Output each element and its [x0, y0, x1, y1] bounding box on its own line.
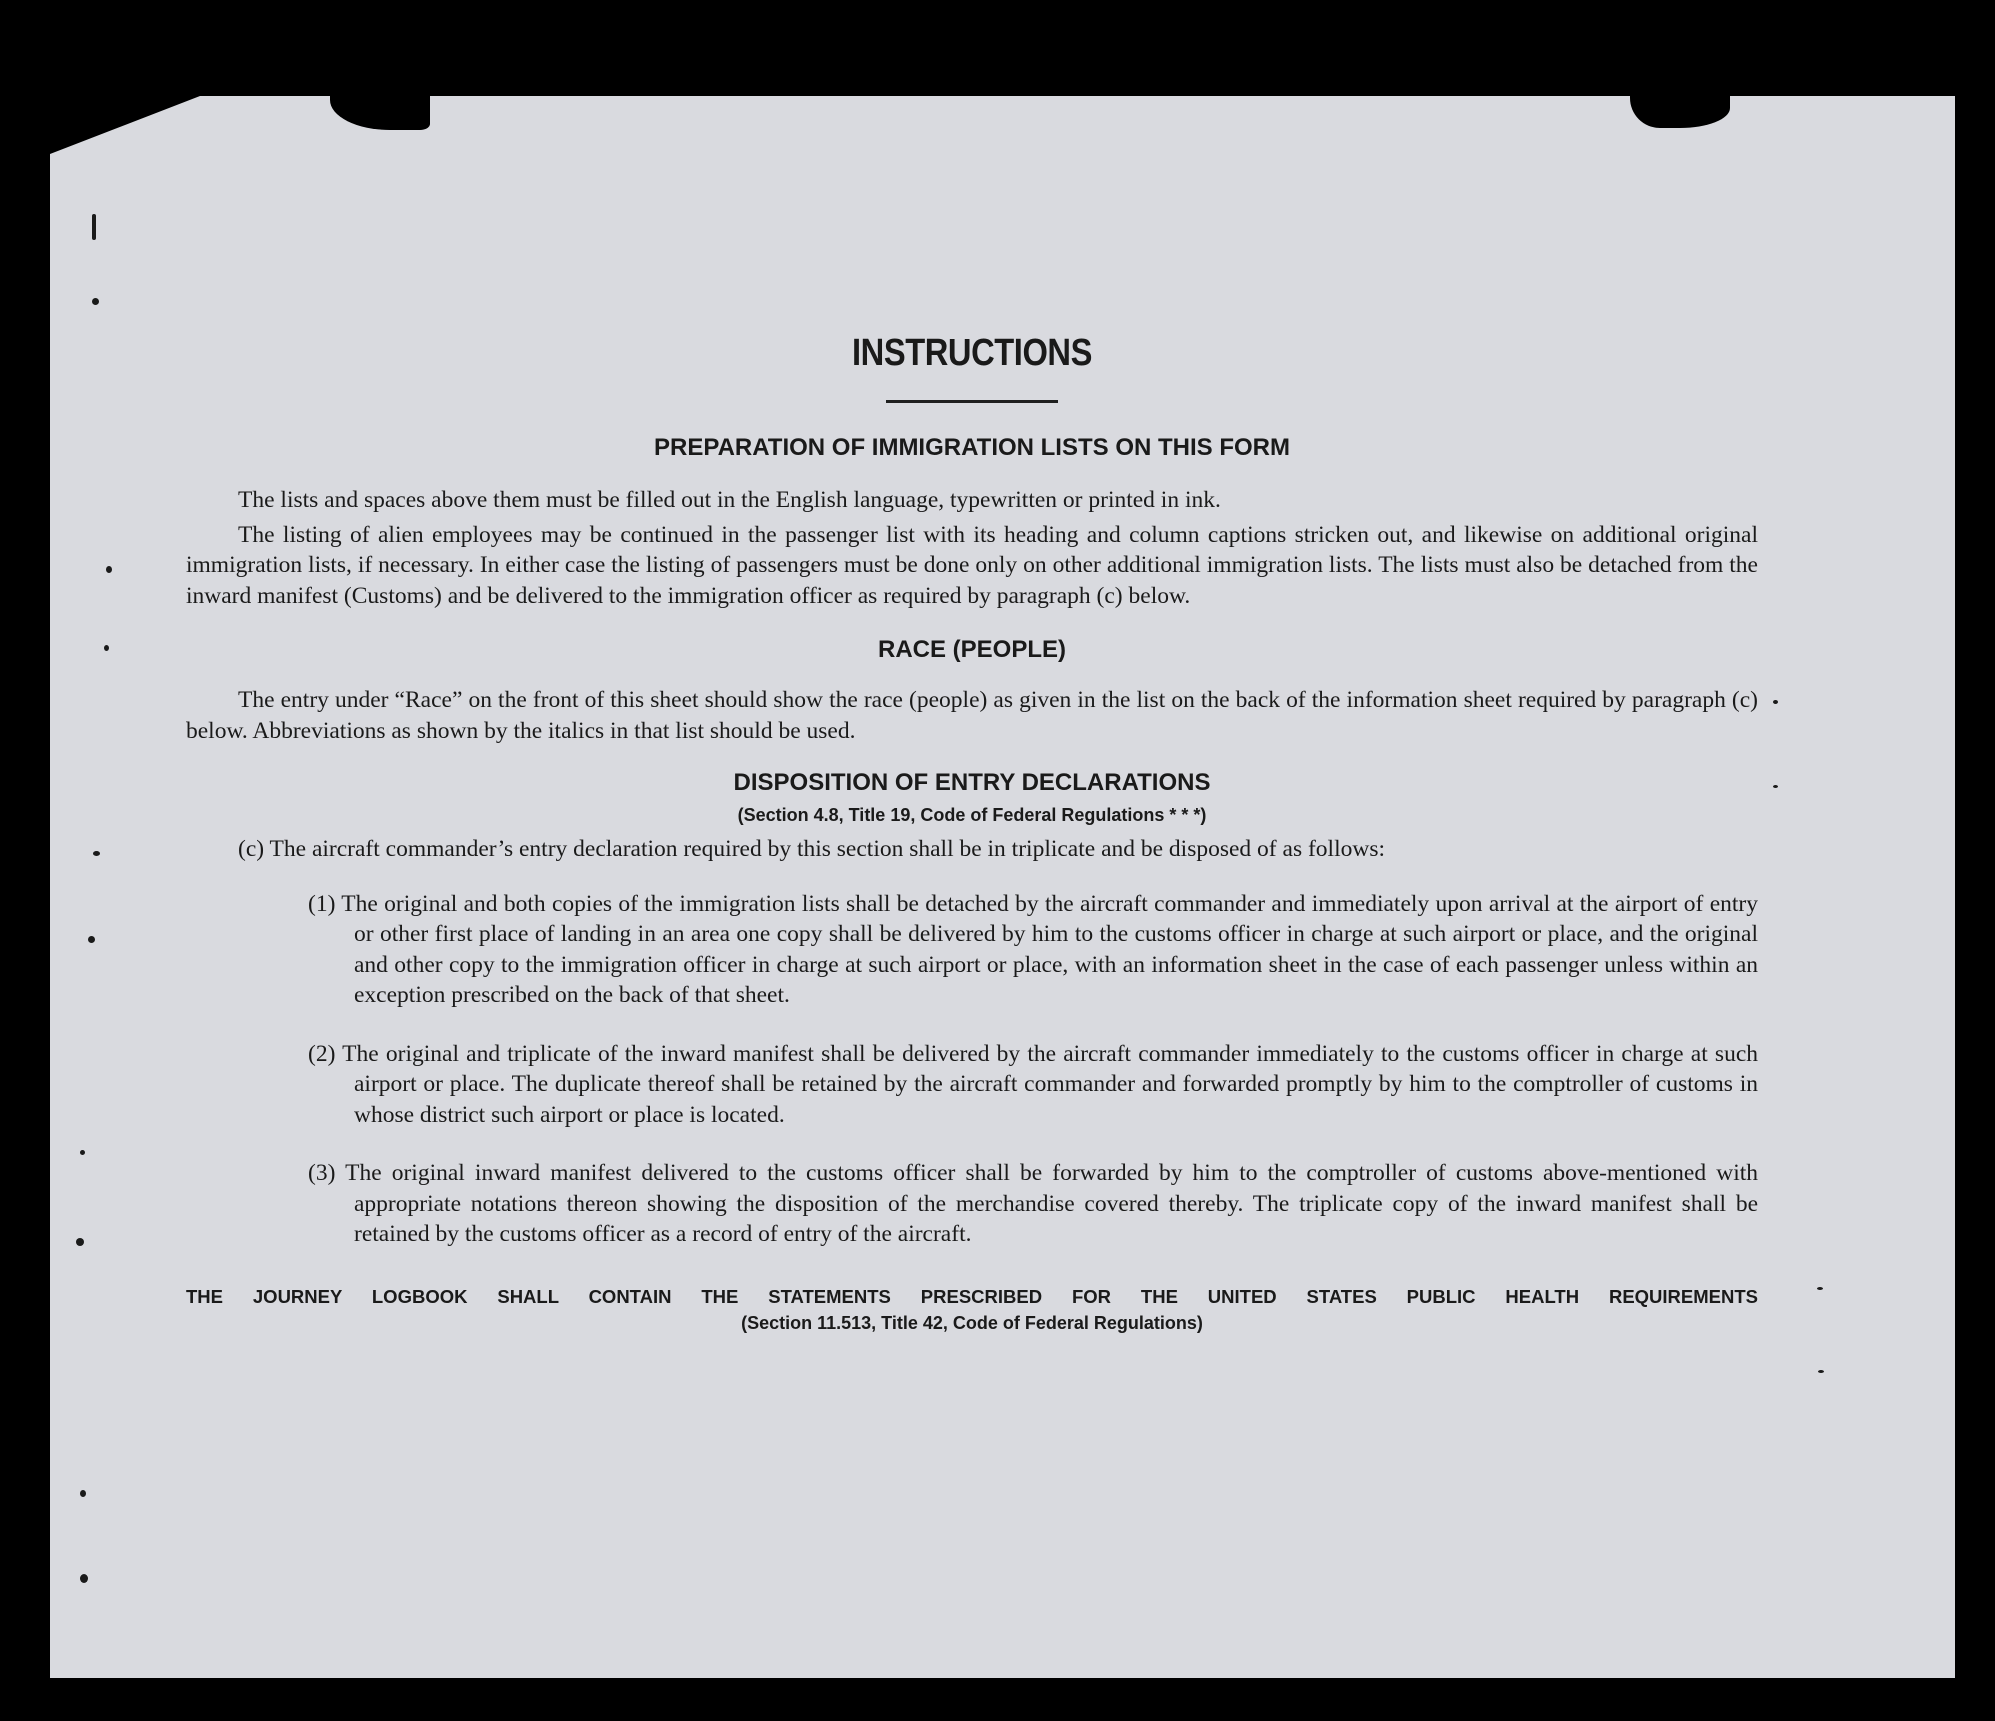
disposition-item-3: (3) The original inward manifest delivered to the customs officer shall be forwarded by him to the comptroller of customs above-mentioned with appropriate notations thereon showing the disposition of the merchandise covered thereby. The triplicate copy of the inward manifest shall be retained by the customs officer as a record of entry of the aircraft. [308, 1160, 1758, 1247]
disposition-citation: (Section 4.8, Title 19, Code of Federal Regulations * * *) [737, 805, 1207, 825]
margin-speck [76, 1238, 84, 1246]
margin-speck [80, 1490, 86, 1497]
margin-speck [92, 298, 99, 305]
margin-speck [93, 851, 100, 856]
heading-preparation: PREPARATION OF IMMIGRATION LISTS ON THIS FORM [654, 434, 1290, 461]
footer-statement: THE JOURNEY LOGBOOK SHALL CONTAIN THE STATEMENTS PRESCRIBED FOR THE UNITED STATES PUBLIC HEALTH REQUIREMENTS [186, 1285, 1758, 1307]
disposition-intro: (c) The aircraft commander’s entry declaration required by this section shall be in triplicate and be disposed of as follows: [238, 836, 1385, 862]
race-paragraph: The entry under “Race” on the front of this sheet should show the race (people) as given in the list on the back of the information sheet required by paragraph (c) below. Abbreviations as shown by the italics in that list should be used. [186, 687, 1758, 744]
margin-speck [104, 645, 109, 651]
instructions-content [186, 320, 1758, 1336]
margin-speck [1773, 700, 1778, 704]
disposition-item-2: (2) The original and triplicate of the inward manifest shall be delivered by the aircraft commander immediately to the customs officer in charge at such airport or place. The duplicate thereof shall be retained by the aircraft commander and forwarded promptly by him to the comptroller of customs in whose district such airport or place is located. [308, 1040, 1758, 1128]
margin-speck [106, 566, 112, 573]
preparation-paragraph-2: The listing of alien employees may be continued in the passenger list with its heading and column captions stricken out, and likewise on additional original immigration lists, if necessary. In either case the listing of passengers must be done only on other additional immigration lists. The lists must also be detached from the inward manifest (Customs) and be delivered to the immigration officer as required by paragraph (c) below. [186, 521, 1758, 609]
margin-speck [80, 1574, 88, 1583]
margin-speck [92, 214, 96, 240]
margin-speck [1817, 1287, 1823, 1290]
margin-speck [1818, 1370, 1824, 1373]
disposition-item-1: (1) The original and both copies of the immigration lists shall be detached by the aircraft commander and immediately upon arrival at the airport of entry or other first place of landing in an area one copy shall be delivered by him to the customs officer in charge at such airport or place, and the original and other copy to the immigration officer in charge at such airport or place, with an information sheet in the case of each passenger unless within an exception prescribed on the back of that sheet. [308, 890, 1758, 1008]
margin-speck [1773, 785, 1778, 788]
footer-citation: (Section 11.513, Title 42, Code of Federal Regulations) [741, 1312, 1203, 1333]
margin-speck [88, 936, 95, 943]
heading-disposition: DISPOSITION OF ENTRY DECLARATIONS [733, 769, 1211, 796]
margin-speck [80, 1150, 85, 1155]
title-divider [886, 400, 1058, 403]
preparation-paragraph-1: The lists and spaces above them must be filled out in the English language, typewritten or printed in ink. [238, 487, 1221, 513]
page-title: INSTRUCTIONS [852, 332, 1092, 374]
heading-race: RACE (PEOPLE) [877, 636, 1066, 663]
